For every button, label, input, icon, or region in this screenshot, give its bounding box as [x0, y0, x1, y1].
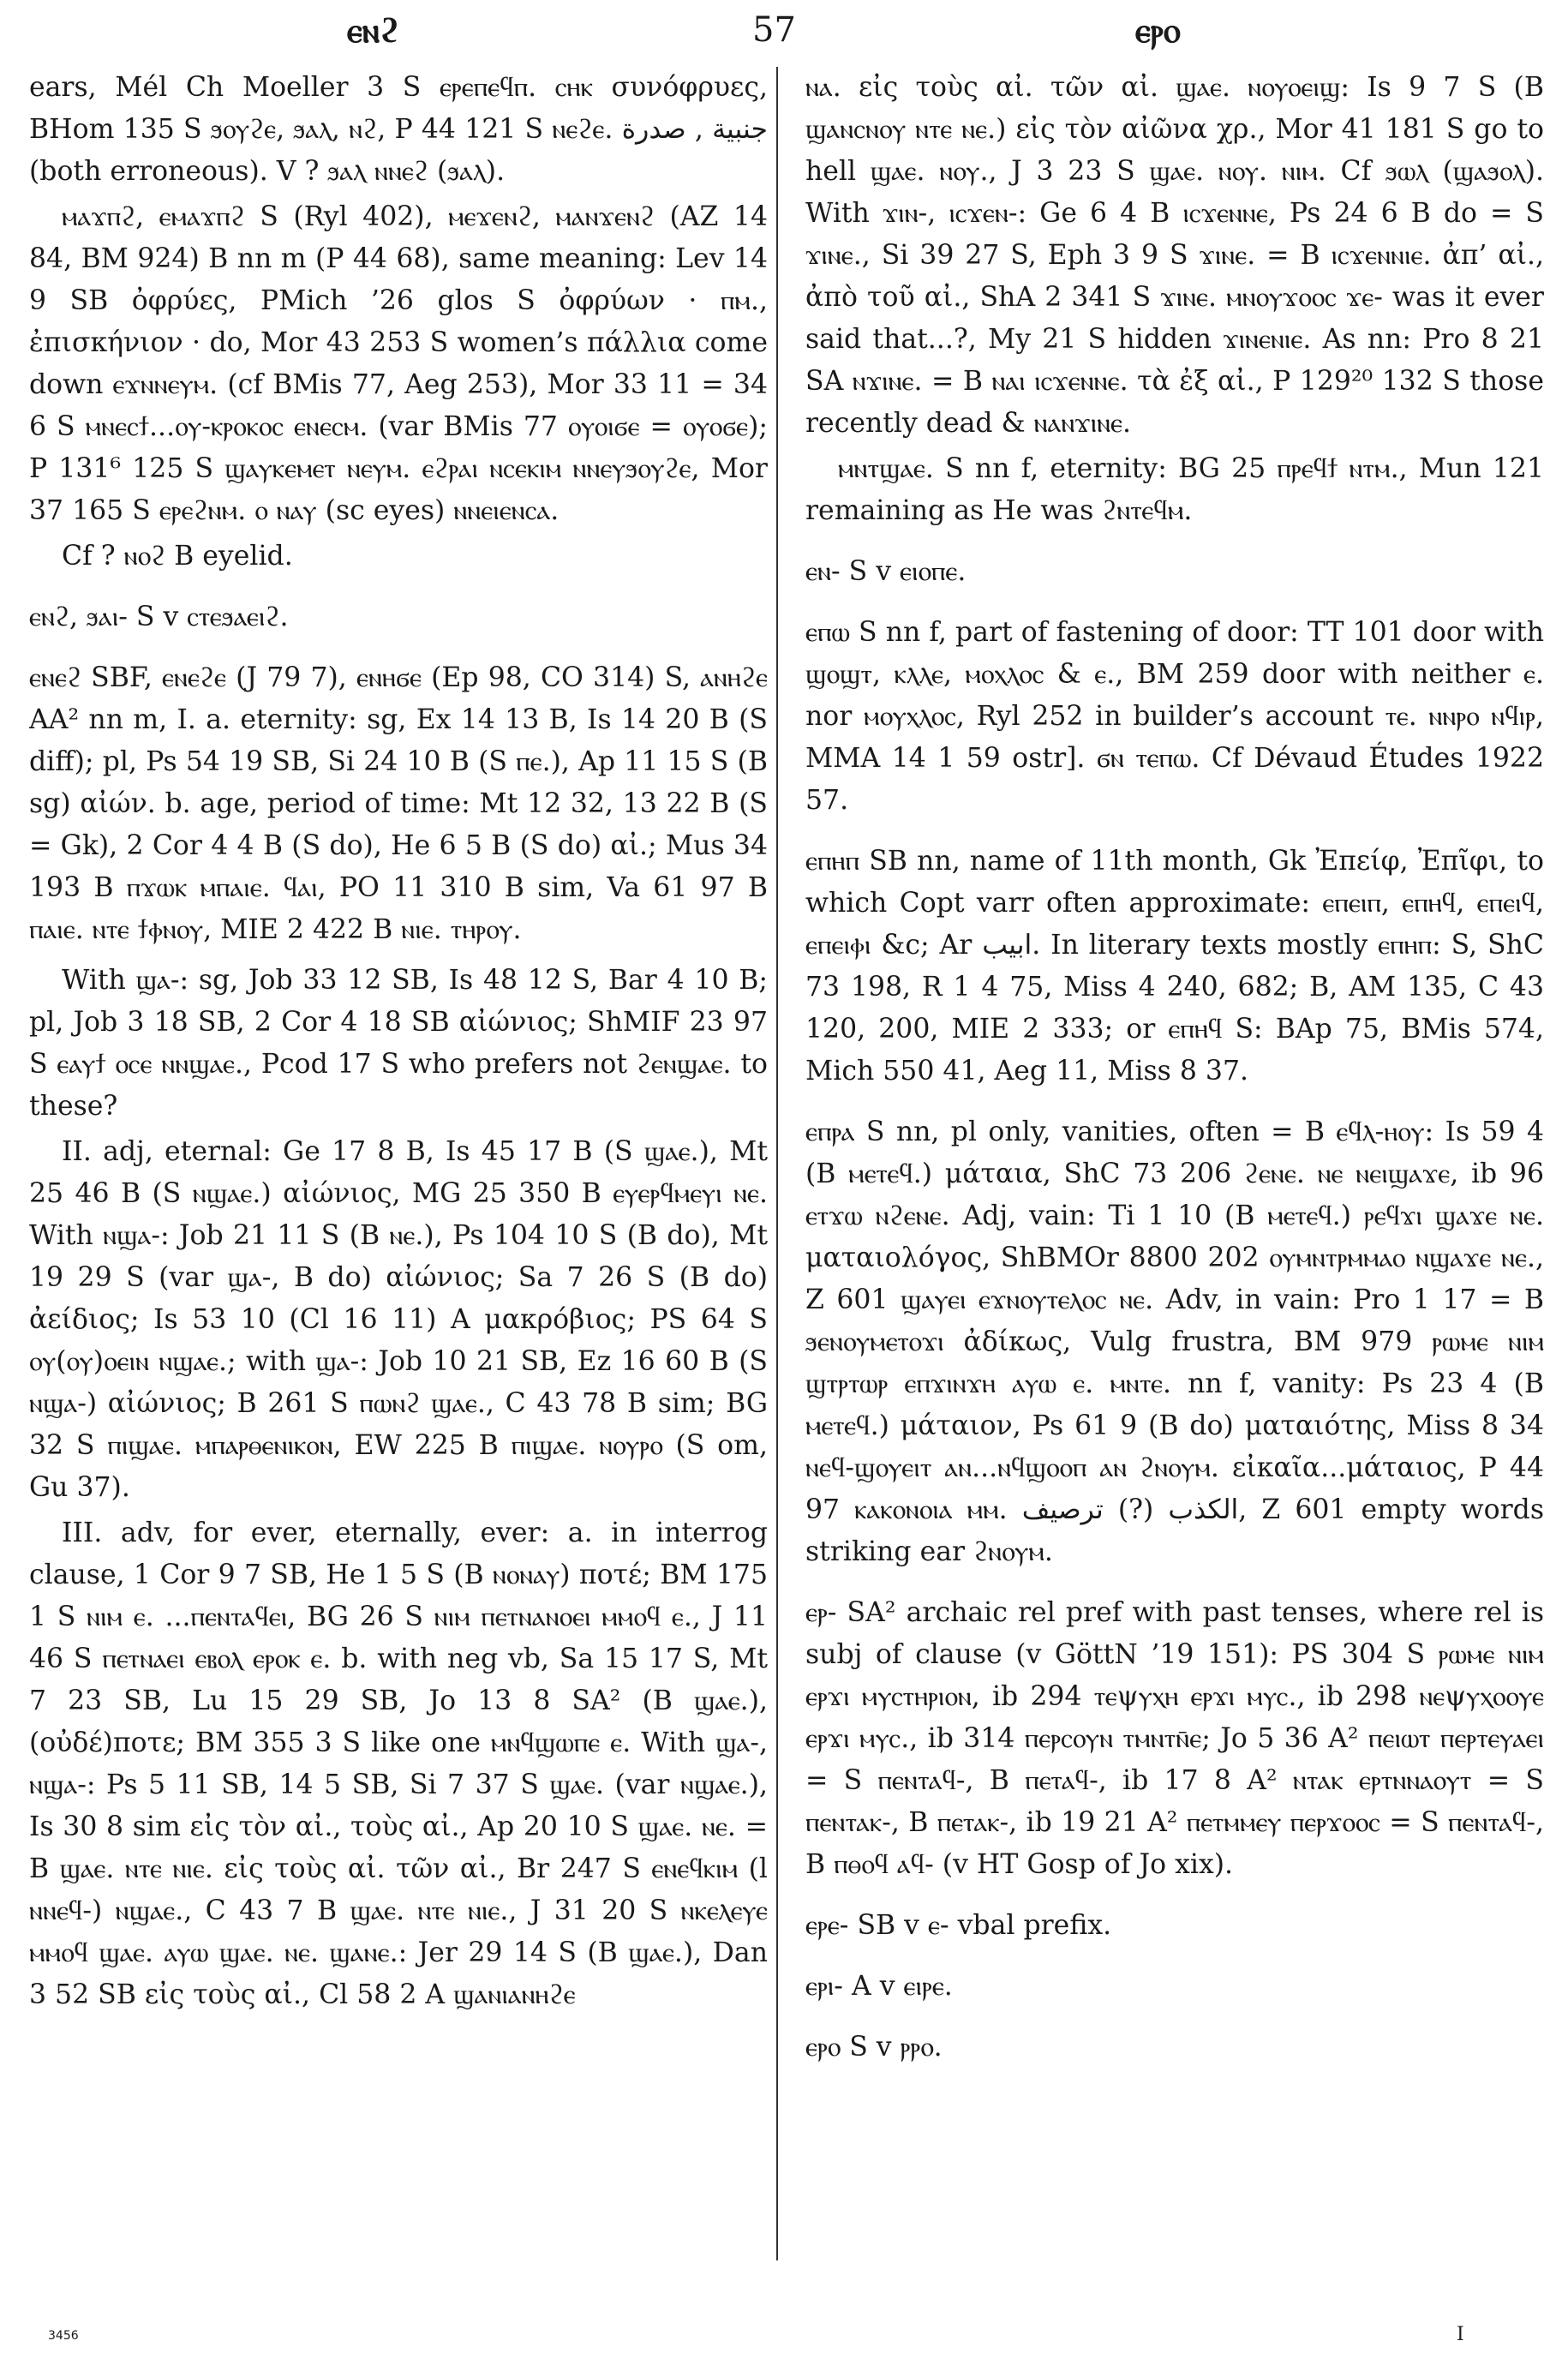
left-column [29, 67, 768, 2295]
entry-paragraph: ⲙⲛⲧϣⲁⲉ. S nn f, eternity: BG 25 ⲡⲣⲉϥϯ ⲛⲧⲙ., Mun 121 remaining as He was ϩⲛⲧⲉϥⲙ. [805, 453, 1544, 526]
running-head-right-headword: ⲉⲣⲟ [1135, 10, 1181, 51]
entry-paragraph: ⲉⲡⲏⲡ SB nn, name of 11th month, Gk Ἐπείφ, Ἐπῖφι, to which Copt varr often approximate: ⲉⲡⲉⲓⲡ, ⲉⲡⲏϥ, ⲉⲡⲉⲓϥ, ⲉⲡⲉⲓⲫⲓ &c; Ar ابيب. In literary texts mostly ⲉⲡⲏⲡ: S, ShC 73 198, R 1 4 75, Miss 4 240, 682; B, AM 135, C 43 120, 200, MIE 2 333; or ⲉⲡⲏϥ S: BAp 75, BMis 574, Mich 550 41, Aeg 11, Miss 8 37. [805, 846, 1544, 1087]
entry-paragraph: ⲛⲁ. εἰς τοὺς αἰ. τῶν αἰ. ϣⲁⲉ. ⲛⲟⲩⲟⲉⲓϣ: Is 9 7 S (B ϣⲁⲛⲥⲛⲟⲩ ⲛⲧⲉ ⲛⲉ.) εἰς τὸν αἰῶνα χρ., Mor 41 181 S go to hell ϣⲁⲉ. ⲛⲟⲩ., J 3 23 S ϣⲁⲉ. ⲛⲟⲩ. ⲛⲓⲙ. Cf ϧⲱⲗ (ϣⲁϧⲟⲗ). With ϫⲓⲛ-, ⲓⲥϫⲉⲛ-: Ge 6 4 B ⲓⲥϫⲉⲛⲛⲉ, Ps 24 6 B do = S ϫⲓⲛⲉ., Si 39 27 S, Eph 3 9 S ϫⲓⲛⲉ. = B ⲓⲥϫⲉⲛⲛⲓⲉ. ἀπ’ αἰ., ἀπὸ τοῦ αἰ., ShA 2 341 S ϫⲓⲛⲉ. ⲙⲛⲟⲩϫⲟⲟⲥ ϫⲉ- was it ever said that...?, My 21 S hidden ϫⲓⲛⲉⲛⲓⲉ. As nn: Pro 8 21 SA ⲛϫⲓⲛⲉ. = B ⲛⲁⲓ ⲓⲥϫⲉⲛⲛⲉ. τὰ ἐξ αἰ., P 129²⁰ 132 S those recently dead & ⲛⲁⲛϫⲓⲛⲉ. [805, 72, 1544, 439]
entry-paragraph: II. adj, eternal: Ge 17 8 B, Is 45 17 B (S ϣⲁⲉ.), Mt 25 46 B (S ⲛϣⲁⲉ.) αἰώνιος, MG 25 350 B ⲉⲩⲉⲣϥⲙⲉⲩⲓ ⲛⲉ. With ⲛϣⲁ-: Job 21 11 S (B ⲛⲉ.), Ps 104 10 S (B do), Mt 19 29 S (var ϣⲁ-, B do) αἰώνιος; Sa 7 26 S (B do) ἀείδιος; Is 53 10 (Cl 16 11) A μακρόβιος; PS 64 S ⲟⲩ(ⲟⲩ)ⲟⲉⲓⲛ ⲛϣⲁⲉ.; with ϣⲁ-: Job 10 21 SB, Ez 16 60 B (S ⲛϣⲁ-) αἰώνιος; B 261 S ⲡⲱⲛϩ ϣⲁⲉ., C 43 78 B sim; BG 32 S ⲡⲓϣⲁⲉ. ⲙⲡⲁⲣⲑⲉⲛⲓⲕⲟⲛ, EW 225 B ⲡⲓϣⲁⲉ. ⲛⲟⲩⲣⲟ (S om, Gu 37). [29, 1136, 768, 1503]
running-head-left-headword: ⲉⲛϩ [347, 10, 400, 51]
printer-mark: 3456 [48, 2329, 79, 2343]
entry-paragraph: ⲉⲡⲱ S nn f, part of fastening of door: TT 101 door with ϣⲟϣⲧ, ⲕⲗⲗⲉ, ⲙⲟⲭⲗⲟⲥ & ⲉ., BM 259 door with neither ⲉ. nor ⲙⲟⲩⲭⲗⲟⲥ, Ryl 252 in builder’s account ⲧⲉ. ⲛⲛⲣⲟ ⲛϥⲓⲣ, MMA 14 1 59 ostr]. ϭⲛ ⲧⲉⲡⲱ. Cf Dévaud Études 1922 57. [805, 617, 1544, 816]
entry-paragraph: ⲉⲣⲓ- A v ⲉⲓⲣⲉ. [805, 1971, 953, 2002]
entry-paragraph: ⲉⲣⲟ S v ⲣⲣⲟ. [805, 2032, 943, 2063]
right-column [805, 67, 1544, 2295]
signature-mark: I [1457, 2324, 1464, 2345]
entry-paragraph: ⲉⲣⲉ- SB v ⲉ- vbal prefix. [805, 1910, 1112, 1941]
entry-paragraph: ⲉⲛϩ, ϧⲁⲓ- S v ⲥⲧⲉϧⲁⲉⲓϩ. [29, 602, 289, 632]
entry-paragraph: ears, Mél Ch Moeller 3 S ⲉⲣⲉⲡⲉϥⲡ. ⲥⲏⲕ συνόφρυες, BHom 135 S ϧⲟⲩϩⲉ, ϧⲁⲗ, ⲛϩ, P 44 121 S ⲛⲉϩⲉ. جنبية , صدرة (both erroneous). V ? ϧⲁⲗ ⲛⲛⲉϩ (ϧⲁⲗ). [29, 72, 768, 187]
entry-paragraph: ⲉⲛⲉϩ SBF, ⲉⲛⲉϩⲉ (J 79 7), ⲉⲛⲏϭⲉ (Ep 98, CO 314) S, ⲁⲛⲏϩⲉ AA² nn m, I. a. eternity: sg, Ex 14 13 B, Is 14 20 B (S diff); pl, Ps 54 19 SB, Si 24 10 B (S ⲡⲉ.), Ap 11 15 S (B sg) αἰών. b. age, period of time: Mt 12 32, 13 22 B (S = Gk), 2 Cor 4 4 B (S do), He 6 5 B (S do) αἰ.; Mus 34 193 B ⲡϫⲱⲕ ⲙⲡⲁⲓⲉ. ϥⲁⲓ, PO 11 310 B sim, Va 61 97 B ⲡⲁⲓⲉ. ⲛⲧⲉ ϯⲫⲛⲟⲩ, MIE 2 422 B ⲛⲓⲉ. ⲧⲏⲣⲟⲩ. [29, 662, 768, 945]
entry-paragraph: ⲙⲁϫⲡϩ, ⲉⲙⲁϫⲡϩ S (Ryl 402), ⲙⲉϫⲉⲛϩ, ⲙⲁⲛϫⲉⲛϩ (AZ 14 84, BM 924) B nn m (P 44 68), same meaning: Lev 14 9 SB ὀφρύες, PMich ’26 glos S ὀφρύων · ⲡⲙ., ἐπισκήνιον · do, Mor 43 253 S women’s πάλλια come down ⲉϫⲛⲛⲉⲩⲙ. (cf BMis 77, Aeg 253), Mor 33 11 = 34 6 S ⲙⲛⲉⲥϯ...ⲟⲩ-ⲕⲣⲟⲕⲟⲥ ⲉⲛⲉⲥⲙ. (var BMis 77 ⲟⲩⲟⲓϭⲉ = ⲟⲩⲟϭⲉ); P 131⁶ 125 S ϣⲁⲩⲕⲉⲙⲉⲧ ⲛⲉⲩⲙ. ⲉϩⲣⲁⲓ ⲛⲥⲉⲕⲓⲙ ⲛⲛⲉⲩϧⲟⲩϩⲉ, Mor 37 165 S ⲉⲣⲉϩⲛⲙ. ⲟ ⲛⲁⲩ (sc eyes) ⲛⲛⲉⲓⲉⲛⲥⲁ. [29, 201, 768, 526]
column-divider [776, 67, 778, 2260]
running-head [0, 10, 1568, 62]
entry-paragraph: ⲉⲛ- S v ⲉⲓⲟⲡⲉ. [805, 556, 967, 587]
entry-paragraph: III. adv, for ever, eternally, ever: a. in interrog clause, 1 Cor 9 7 SB, He 1 5 S (B ⲛⲟⲛⲁⲩ) ποτέ; BM 175 1 S ⲛⲓⲙ ⲉ. ...ⲡⲉⲛⲧⲁϥⲉⲓ, BG 26 S ⲛⲓⲙ ⲡⲉⲧⲛⲁⲛⲟⲉⲓ ⲙⲙⲟϥ ⲉ., J 11 46 S ⲡⲉⲧⲛⲁⲉⲓ ⲉⲃⲟⲗ ⲉⲣⲟⲕ ⲉ. b. with neg vb, Sa 15 17 S, Mt 7 23 SB, Lu 15 29 SB, Jo 13 8 SA² (B ϣⲁⲉ.), (οὐδέ)ποτε; BM 355 3 S like one ⲙⲛϥϣⲱⲡⲉ ⲉ. With ϣⲁ-, ⲛϣⲁ-: Ps 5 11 SB, 14 5 SB, Si 7 37 S ϣⲁⲉ. (var ⲛϣⲁⲉ.), Is 30 8 sim εἰς τὸν αἰ., τοὺς αἰ., Ap 20 10 S ϣⲁⲉ. ⲛⲉ. = B ϣⲁⲉ. ⲛⲧⲉ ⲛⲓⲉ. εἰς τοὺς αἰ. τῶν αἰ., Br 247 S ⲉⲛⲉϥⲕⲓⲙ (l ⲛⲛⲉϥ-) ⲛϣⲁⲉ., C 43 7 B ϣⲁⲉ. ⲛⲧⲉ ⲛⲓⲉ., J 31 20 S ⲛⲕⲉⲗⲉⲩⲉ ⲙⲙⲟϥ ϣⲁⲉ. ⲁⲩⲱ ϣⲁⲉ. ⲛⲉ. ϣⲁⲛⲉ.: Jer 29 14 S (B ϣⲁⲉ.), Dan 3 52 SB εἰς τοὺς αἰ., Cl 58 2 A ϣⲁⲛⲓⲁⲛⲏϩⲉ [29, 1518, 768, 2010]
page-number: 57 [752, 10, 796, 50]
entry-paragraph: Cf ? ⲛⲟϩ B eyelid. [62, 541, 293, 572]
entry-paragraph: ⲉⲣ- SA² archaic rel pref with past tenses, where rel is subj of clause (v GöttN ’19 151): PS 304 S ⲣⲱⲙⲉ ⲛⲓⲙ ⲉⲣϫⲓ ⲙⲩⲥⲧⲏⲣⲓⲟⲛ, ib 294 ⲧⲉψⲩⲭⲏ ⲉⲣϫⲓ ⲙⲩⲥ., ib 298 ⲛⲉψⲩⲭⲟⲟⲩⲉ ⲉⲣϫⲓ ⲙⲩⲥ., ib 314 ⲡⲉⲣⲥⲟⲩⲛ ⲧⲙⲛⲧⲛ̄ⲉ; Jo 5 36 A² ⲡⲉⲓⲱⲧ ⲡⲉⲣⲧⲉⲩⲁⲉⲓ = S ⲡⲉⲛⲧⲁϥ-, B ⲡⲉⲧⲁϥ-, ib 17 8 A² ⲛⲧⲁⲕ ⲉⲣⲧⲛⲛⲁⲟⲩⲧ = S ⲡⲉⲛⲧⲁⲕ-, B ⲡⲉⲧⲁⲕ-, ib 19 21 A² ⲡⲉⲧⲙⲙⲉⲩ ⲡⲉⲣϫⲟⲟⲥ = S ⲡⲉⲛⲧⲁϥ-, B ⲡⲑⲟϥ ⲁϥ- (v HT Gosp of Jo xix). [805, 1597, 1544, 1880]
entry-paragraph: With ϣⲁ-: sg, Job 33 12 SB, Is 48 12 S, Bar 4 10 B; pl, Job 3 18 SB, 2 Cor 4 18 SB αἰώνιος; ShMIF 23 97 S ⲉⲁⲩϯ ⲟⲥⲉ ⲛⲛϣⲁⲉ., Pcod 17 S who prefers not ϩⲉⲛϣⲁⲉ. to these? [29, 965, 768, 1122]
entry-paragraph: ⲉⲡⲣⲁ S nn, pl only, vanities, often = B ⲉϥⲗ-ⲏⲟⲩ: Is 59 4 (B ⲙⲉⲧⲉϥ.) μάταια, ShC 73 206 ϩⲉⲛⲉ. ⲛⲉ ⲛⲉⲓϣⲁϫⲉ, ib 96 ⲉⲧϫⲱ ⲛϩⲉⲛⲉ. Adj, vain: Ti 1 10 (B ⲙⲉⲧⲉϥ.) ⲣⲉϥϫⲓ ϣⲁϫⲉ ⲛⲉ. ματαιολόγος, ShBMOr 8800 202 ⲟⲩⲙⲛⲧⲣⲙⲙⲁⲟ ⲛϣⲁϫⲉ ⲛⲉ., Z 601 ϣⲁⲩⲉⲓ ⲉϫⲛⲟⲩⲧⲉⲗⲟⲥ ⲛⲉ. Adv, in vain: Pro 1 17 = B ϧⲉⲛⲟⲩⲙⲉⲧⲟϫⲓ ἀδίκως, Vulg frustra, BM 979 ⲣⲱⲙⲉ ⲛⲓⲙ ϣⲧⲣⲧⲱⲣ ⲉⲡϫⲓⲛϫⲏ ⲁⲩⲱ ⲉ. ⲙⲛⲧⲉ. nn f, vanity: Ps 23 4 (B ⲙⲉⲧⲉϥ.) μάταιον, Ps 61 9 (B do) ματαιότης, Miss 8 34 ⲛⲉϥ-ϣⲟⲩⲉⲓⲧ ⲁⲛ...ⲛϥϣⲟⲟⲡ ⲁⲛ ϩⲛⲟⲩⲙ. εἰκαῖα...μάταιος, P 44 97 ⲕⲁⲕⲟⲛⲟⲓⲁ ⲙⲙ. الكذب (?) ترصيف, Z 601 empty words striking ear ϩⲛⲟⲩⲙ. [805, 1117, 1544, 1567]
